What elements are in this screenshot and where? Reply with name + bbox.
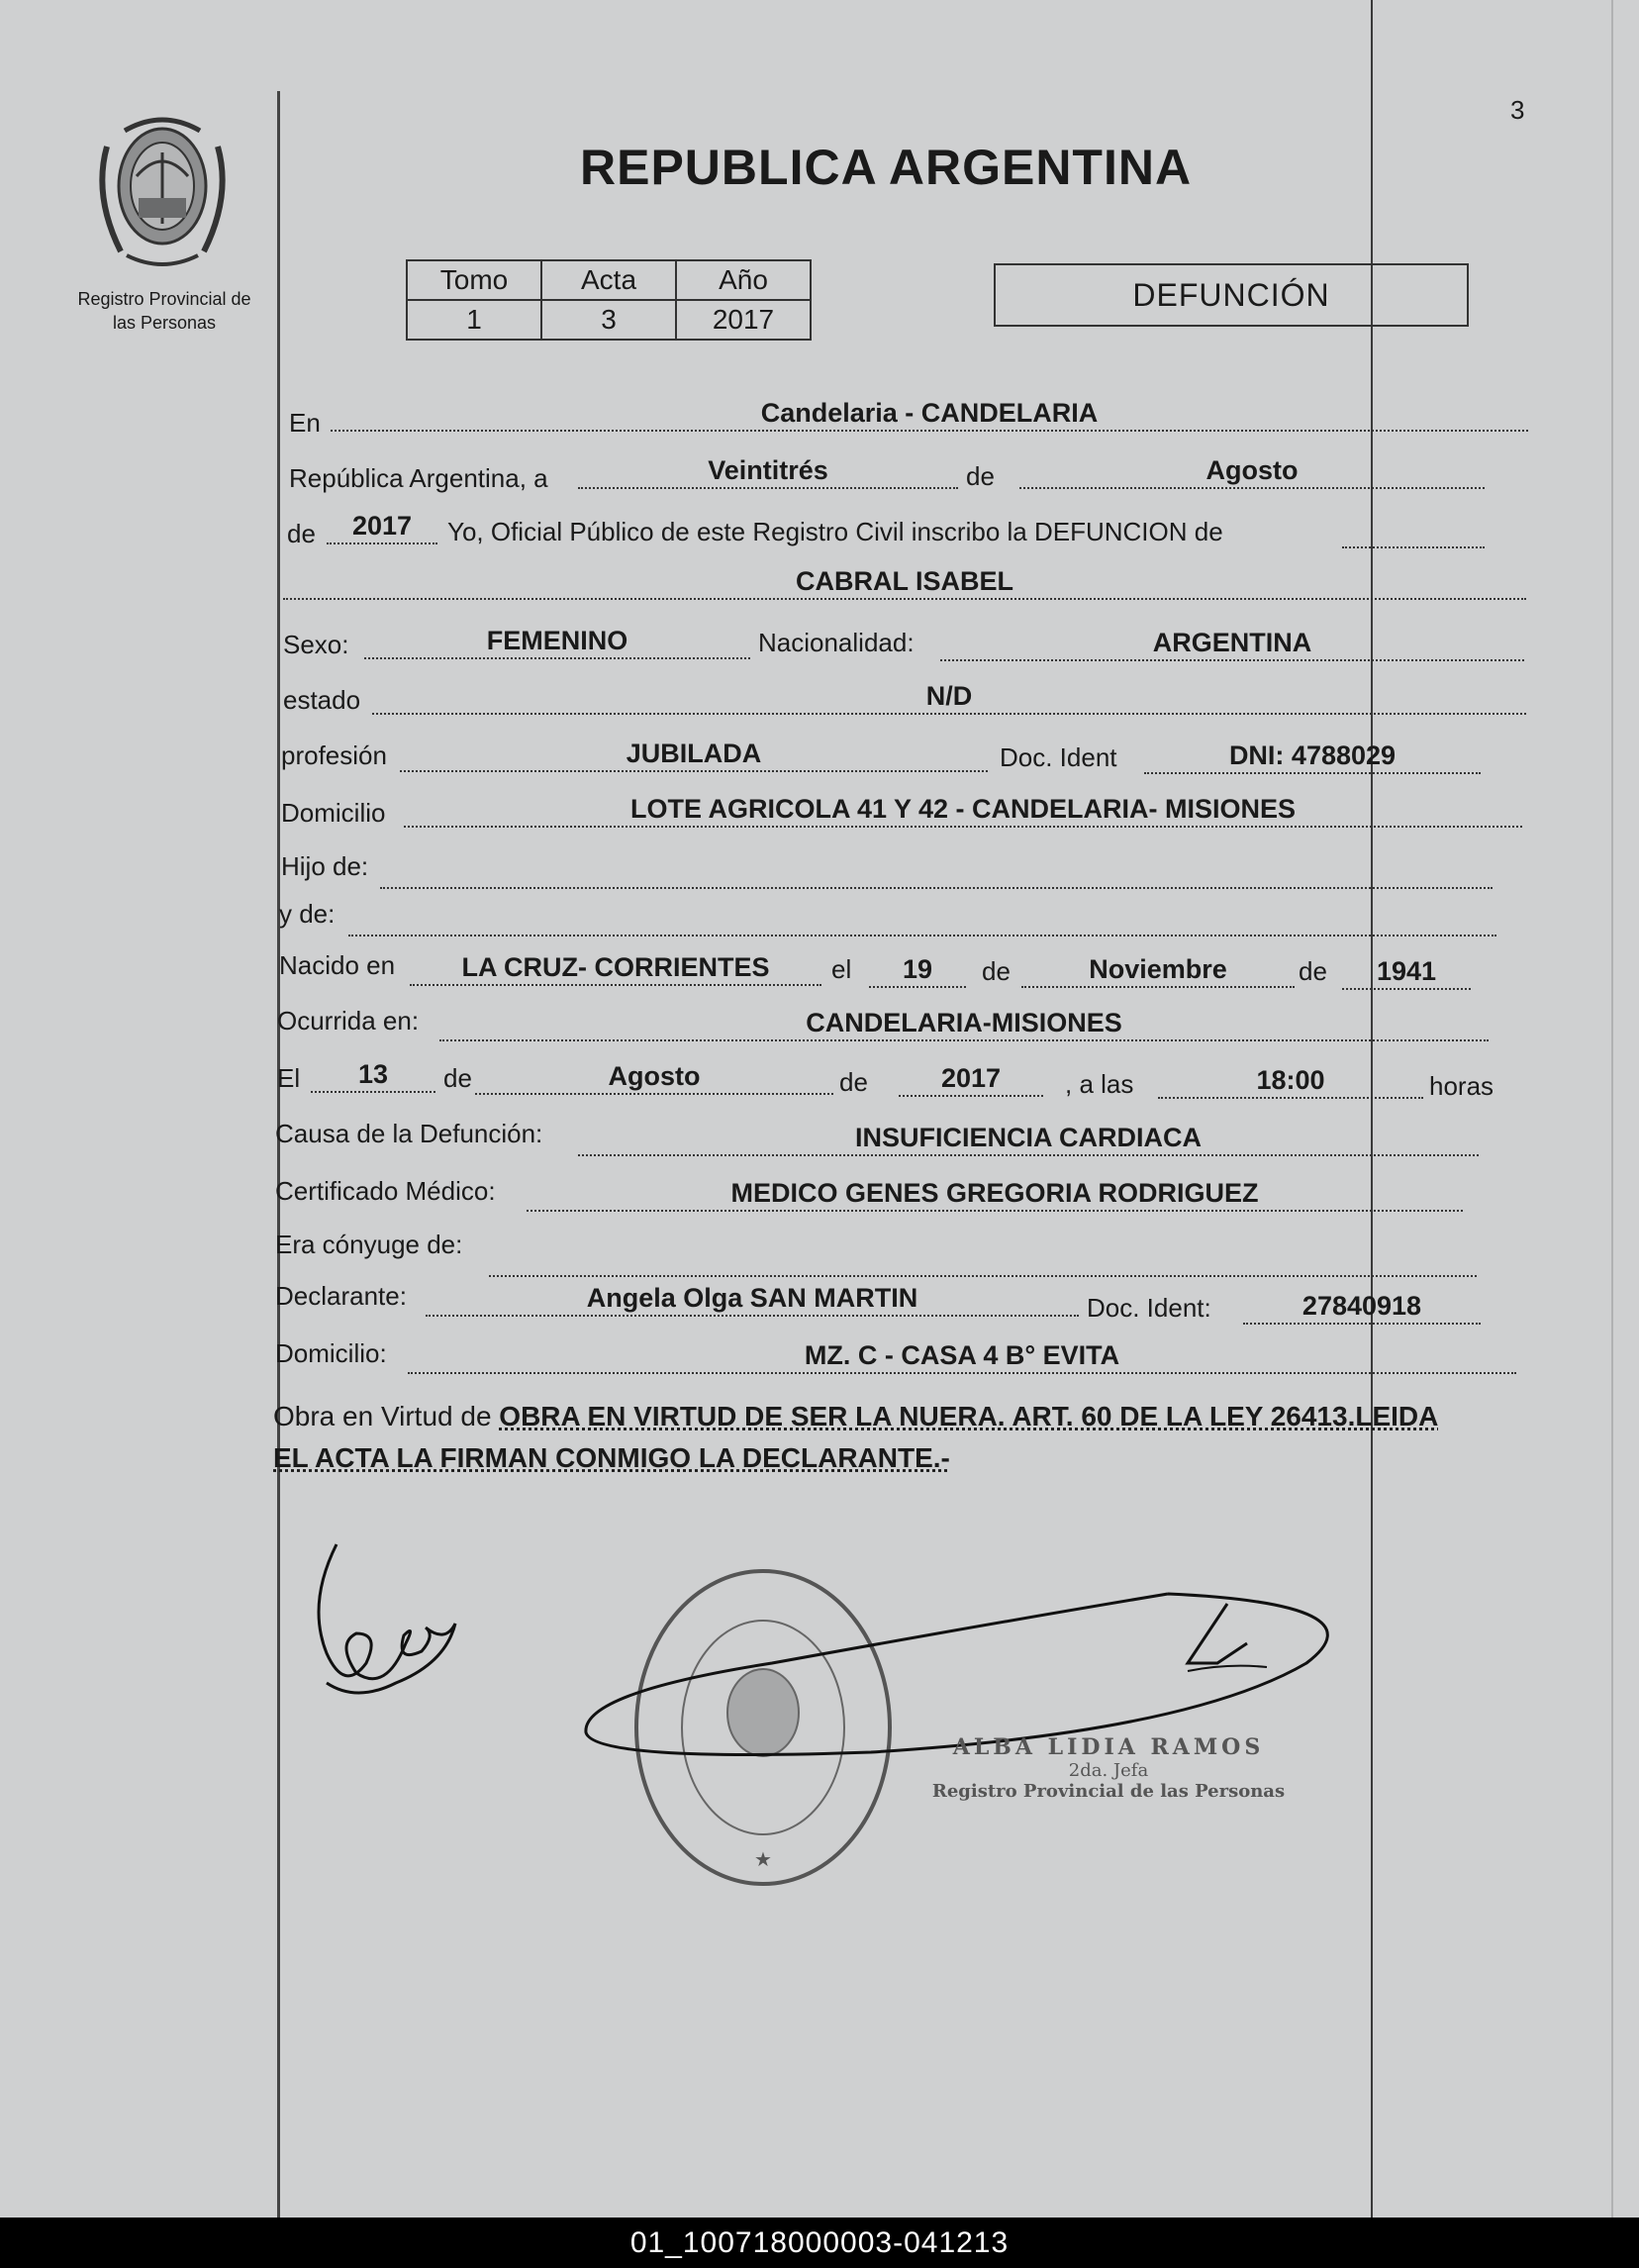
obra-paragraph (273, 1396, 1520, 1479)
birth-year-field: 1941 (1342, 954, 1471, 990)
conyuge-label: Era cónyuge de: (275, 1230, 463, 1259)
birth-de-label-1: de (982, 956, 1011, 986)
registry-caption-line1: Registro Provincial de (77, 289, 251, 309)
horas-label: horas (1429, 1071, 1494, 1101)
tomo-value: 1 (407, 300, 541, 340)
anio-value: 2017 (676, 300, 811, 340)
declarante-field: Angela Olga SAN MARTIN (426, 1281, 1079, 1317)
official-role: 2da. Jefa (1068, 1760, 1149, 1781)
registry-caption-line2: las Personas (112, 313, 217, 333)
death-place-field: CANDELARIA-MISIONES (439, 1006, 1489, 1041)
sexo-label: Sexo: (283, 630, 349, 659)
estado-field: N/D (372, 679, 1526, 715)
de-label-2: de (287, 519, 316, 548)
document-title: REPUBLICA ARGENTINA (580, 140, 1193, 195)
birth-place-field: LA CRUZ- CORRIENTES (410, 950, 821, 986)
conyuge-field (489, 1241, 1477, 1277)
declarante-doc-label: Doc. Ident: (1087, 1293, 1211, 1323)
death-de-label-1: de (443, 1063, 472, 1093)
profesion-field: JUBILADA (400, 737, 988, 772)
death-month-field: Agosto (475, 1059, 833, 1095)
obra-label: Obra en Virtud de (273, 1401, 492, 1431)
yo-continuation-field (1342, 513, 1485, 548)
domicilio2-label: Domicilio: (275, 1338, 387, 1368)
yo-statement: Yo, Oficial Público de este Registro Civil inscribo la DEFUNCION de (447, 517, 1223, 546)
month-field: Agosto (1019, 453, 1485, 489)
doc-ident-field: DNI: 4788029 (1144, 739, 1481, 774)
declarante-domicilio-field: MZ. C - CASA 4 B° EVITA (408, 1338, 1516, 1374)
day-words-field: Veintitrés (578, 453, 958, 489)
provincial-crest-icon (87, 107, 238, 273)
registry-caption (46, 287, 283, 335)
svg-text:★: ★ (754, 1847, 772, 1871)
birth-day-field: 19 (869, 952, 966, 988)
hijo-de-field (380, 853, 1493, 889)
certificado-field: MEDICO GENES GREGORIA RODRIGUEZ (527, 1176, 1463, 1212)
anio-header: Año (676, 260, 811, 300)
nacionalidad-field: ARGENTINA (940, 626, 1524, 661)
doc-ident-label: Doc. Ident (1000, 742, 1117, 772)
deceased-name-field: CABRAL ISABEL (283, 564, 1526, 600)
nacido-en-label: Nacido en (279, 950, 396, 980)
acta-value: 3 (541, 300, 676, 340)
official-name: ALBA LIDIA RAMOS (952, 1734, 1265, 1760)
en-label: En (289, 408, 321, 438)
document-code-footer: 01_100718000003-041213 (0, 2218, 1639, 2268)
acta-header: Acta (541, 260, 676, 300)
nacionalidad-label: Nacionalidad: (758, 628, 915, 657)
death-de-label-2: de (839, 1067, 868, 1097)
el-label-2: El (277, 1063, 301, 1093)
year-field: 2017 (327, 509, 437, 544)
domicilio-field: LOTE AGRICOLA 41 Y 42 - CANDELARIA- MISIONES (404, 792, 1522, 828)
hijo-de-label: Hijo de: (281, 851, 369, 881)
page-number: 3 (1510, 95, 1525, 125)
obra-line1: OBRA EN VIRTUD DE SER LA NUERA. ART. 60 DE LA LEY 26413.LEIDA (499, 1401, 1439, 1431)
y-de-label: y de: (279, 899, 336, 929)
domicilio-label: Domicilio (281, 798, 386, 828)
place-field: Candelaria - CANDELARIA (331, 396, 1528, 432)
death-year-field: 2017 (899, 1061, 1043, 1097)
a-las-label: , a las (1065, 1069, 1134, 1099)
sexo-field: FEMENINO (364, 624, 750, 659)
declarante-label: Declarante: (275, 1281, 407, 1311)
reference-header-row (407, 260, 811, 300)
republica-label: República Argentina, a (289, 463, 548, 493)
certificado-label: Certificado Médico: (275, 1176, 496, 1206)
fold-line (1371, 0, 1373, 2218)
act-type-box: DEFUNCIÓN (994, 263, 1469, 327)
de-label-1: de (966, 461, 995, 491)
causa-field: INSUFICIENCIA CARDIACA (578, 1121, 1479, 1156)
birth-month-field: Noviembre (1021, 952, 1295, 988)
left-margin-rule (277, 91, 280, 2218)
death-day-field: 13 (311, 1057, 435, 1093)
declarant-signature (297, 1525, 475, 1723)
profesion-label: profesión (281, 740, 387, 770)
page-edge (1611, 0, 1613, 2218)
ocurrida-en-label: Ocurrida en: (277, 1006, 420, 1035)
causa-label: Causa de la Defunción: (275, 1119, 543, 1148)
el-label: el (831, 954, 852, 984)
official-stamp (920, 1734, 1297, 1802)
death-time-field: 18:00 (1158, 1063, 1423, 1099)
y-de-field (348, 901, 1496, 937)
reference-table (406, 259, 812, 341)
reference-value-row (407, 300, 811, 340)
estado-label: estado (283, 685, 361, 715)
tomo-header: Tomo (407, 260, 541, 300)
obra-line2: EL ACTA LA FIRMAN CONMIGO LA DECLARANTE.- (273, 1442, 950, 1473)
official-org: Registro Provincial de las Personas (931, 1781, 1286, 1802)
birth-de-label-2: de (1299, 956, 1327, 986)
declarante-doc-field: 27840918 (1243, 1289, 1481, 1325)
